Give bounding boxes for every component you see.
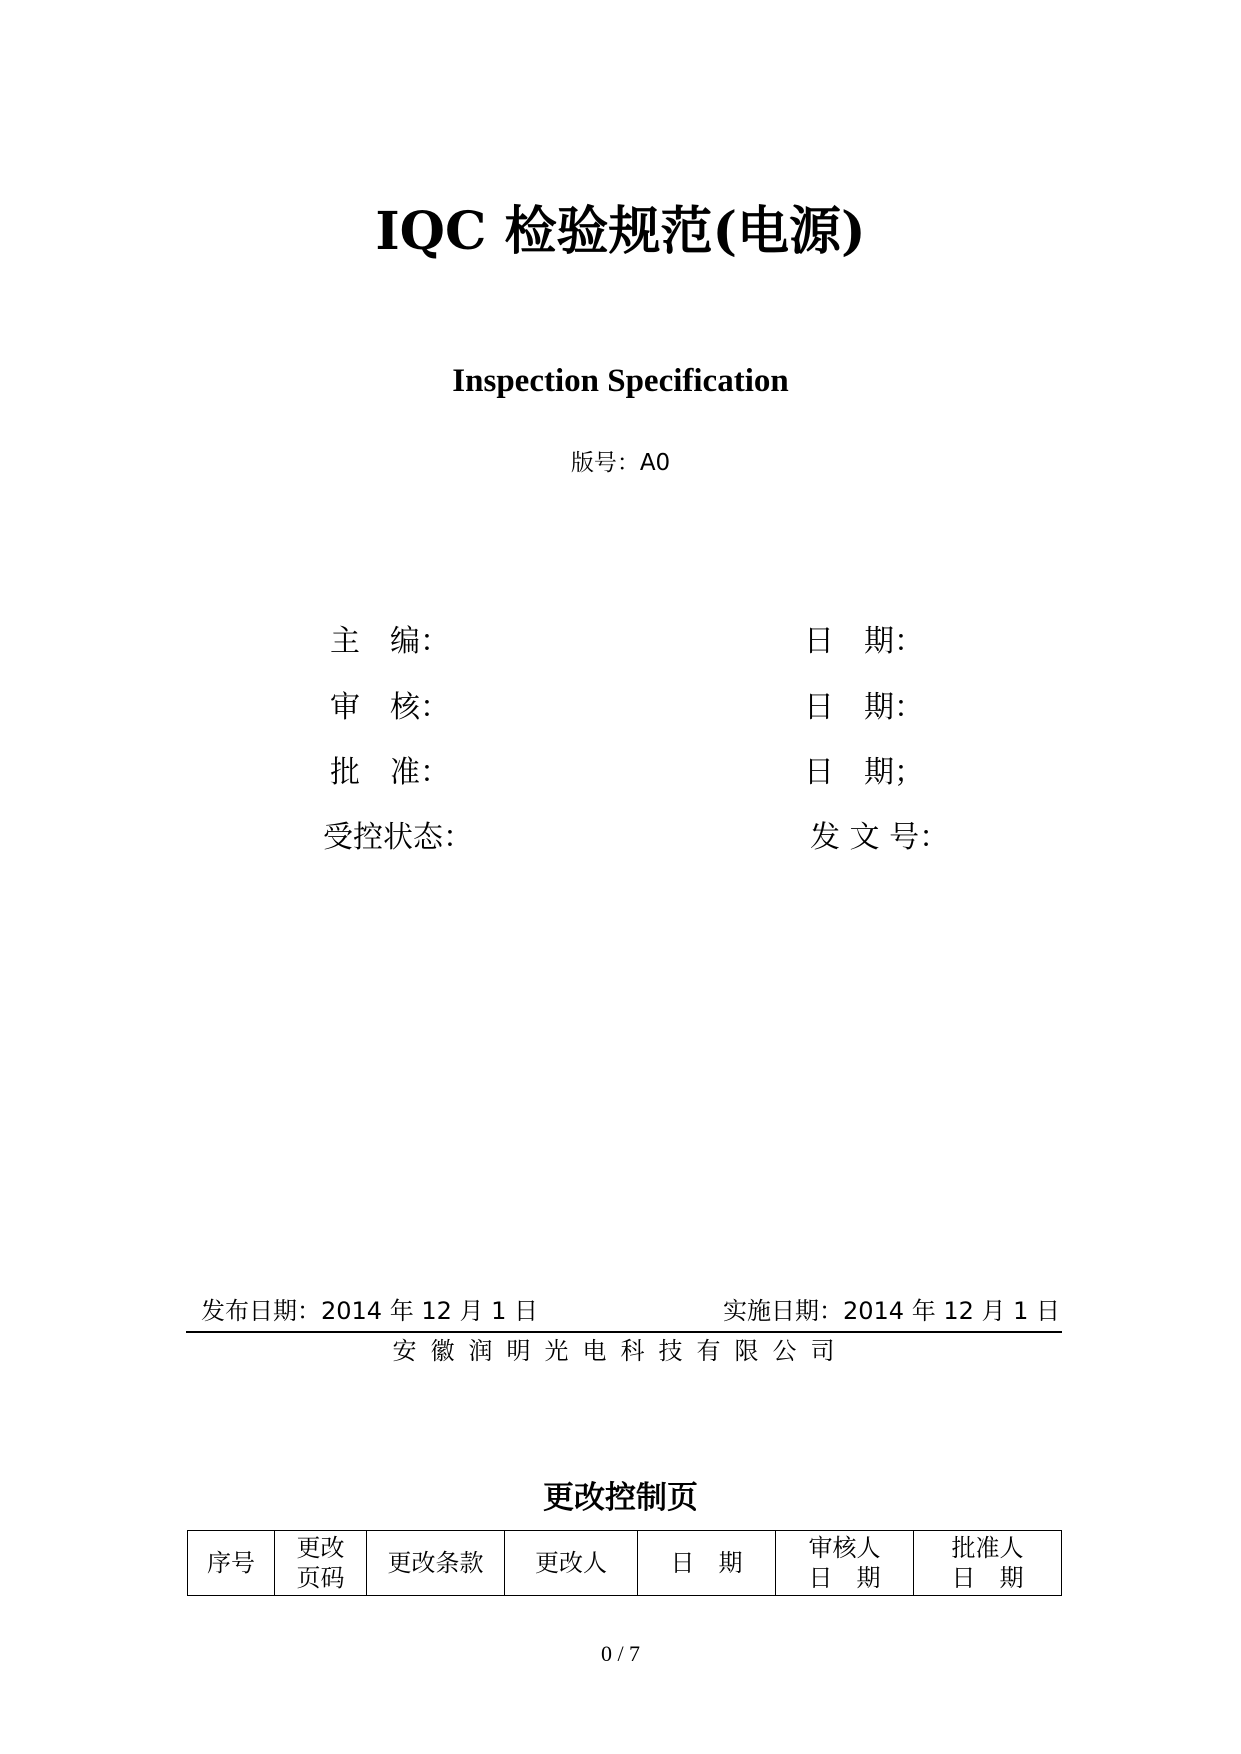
change-control-table: [187, 1530, 1062, 1596]
document-subtitle: Inspection Specification: [452, 363, 789, 399]
company-name: 安徽润明光电科技有限公司: [392, 1337, 849, 1365]
header-cell-date: 日 期: [638, 1531, 776, 1596]
editor-date-label: 日 期：: [804, 624, 924, 659]
header-cell-reviewer: 审核人 日 期: [776, 1531, 914, 1596]
doc-number-label: 发 文 号：: [810, 820, 950, 855]
table-header-row: [188, 1531, 1062, 1596]
version-number: 版号：A0: [570, 450, 671, 476]
publish-date: 发布日期：2014 年 12 月 1 日: [201, 1297, 539, 1325]
header-cell-changer: 更改人: [505, 1531, 638, 1596]
reviewer-date-label: 日 期：: [804, 690, 924, 725]
header-cell-seq: 序号: [188, 1531, 275, 1596]
document-title: IQC 检验规范(电源): [375, 201, 866, 262]
approver-label: 批 准：: [330, 755, 450, 790]
reviewer-label: 审 核：: [330, 690, 450, 725]
header-cell-approver: 批准人 日 期: [914, 1531, 1062, 1596]
page-number: 0 / 7: [600, 1641, 641, 1666]
header-cell-page: 更改 页码: [275, 1531, 367, 1596]
header-cell-clause: 更改条款: [367, 1531, 505, 1596]
footer-divider: [186, 1331, 1062, 1333]
change-control-title: 更改控制页: [543, 1480, 698, 1516]
editor-label: 主 编：: [330, 624, 450, 659]
control-status-label: 受控状态：: [323, 820, 473, 855]
approver-date-label: 日 期；: [804, 755, 924, 790]
effective-date: 实施日期：2014 年 12 月 1 日: [723, 1297, 1061, 1325]
